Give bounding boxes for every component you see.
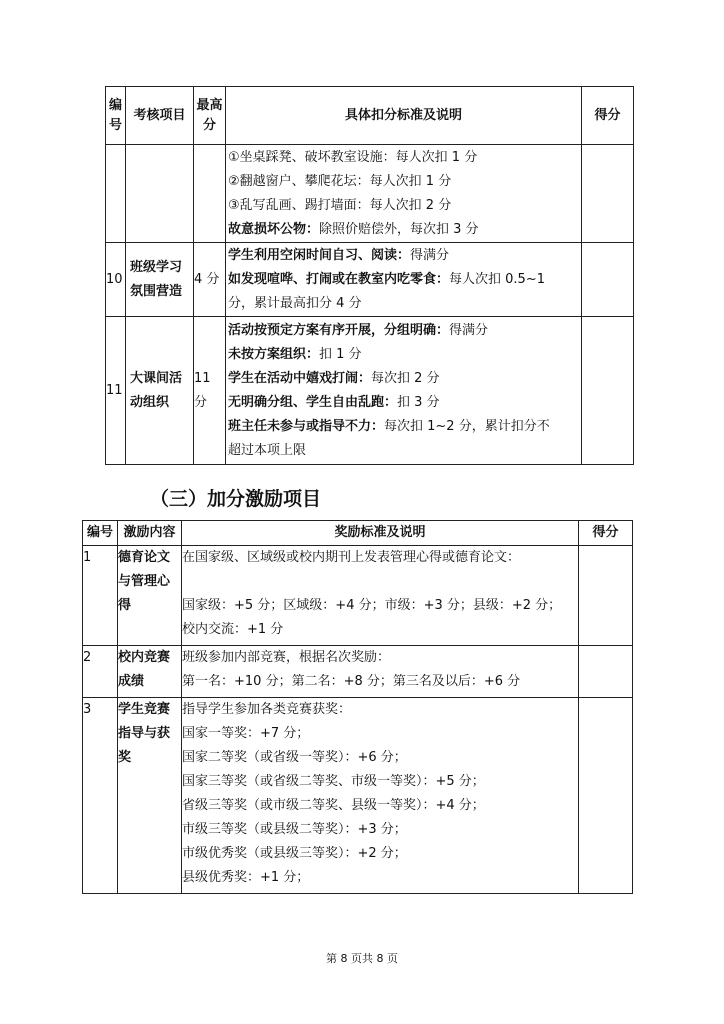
header-no: 编号: [106, 87, 126, 145]
row-item: [126, 145, 194, 243]
row-desc: ①坐桌踩凳、破坏教室设施：每人次扣 1 分 ②翻越窗户、攀爬花坛：每人次扣 1 分 ③乱写乱画、踢打墙面：每人次扣 2 分 故意损坏公物：除照价赔偿外，每次扣 3 分: [226, 145, 582, 243]
row-no: 3: [83, 698, 118, 894]
header-item: 考核项目: [126, 87, 194, 145]
row-desc: 指导学生参加各类竞赛获奖： 国家一等奖：+7 分； 国家二等奖（或省级一等奖）：+6 分； 国家三等奖（或省级二等奖、市级一等奖）：+5 分； 省级三等奖（或市级二等奖、县级一等奖）：+4 分； 市级三等奖（或县级二等奖）：+3 分； 市级优秀奖（或县级三等奖）：+2 分； 县级优秀奖：+1 分；: [182, 698, 579, 894]
row-no: [106, 145, 126, 243]
header-no: 编号: [83, 521, 118, 546]
row-score: [582, 317, 634, 465]
row-score: [579, 698, 633, 894]
row-score: [582, 145, 634, 243]
row-no: 10: [106, 243, 126, 317]
header-max: 最高分: [194, 87, 226, 145]
header-desc: 具体扣分标准及说明: [226, 87, 582, 145]
row-desc: 在国家级、区域级或校内期刊上发表管理心得或德育论文： 国家级：+5 分；区域级：+4 分；市级：+3 分；县级：+2 分； 校内交流：+1 分: [182, 546, 579, 646]
row-no: 1: [83, 546, 118, 646]
table-row: [106, 145, 634, 243]
row-max: 11 分: [194, 317, 226, 465]
row-item: 班级学习氛围营造: [126, 243, 194, 317]
row-item: 校内竞赛成绩: [118, 646, 182, 698]
table-row: [83, 546, 633, 646]
row-desc: 活动按预定方案有序开展，分组明确：得满分 未按方案组织：扣 1 分 学生在活动中嬉戏打闹：每次扣 2 分 无明确分组、学生自由乱跑：扣 3 分 班主任未参与或指导不力：每次扣 1~2 分，累计扣分不 超过本项上限: [226, 317, 582, 465]
deduction-table: [105, 86, 634, 465]
row-item: 德育论文与管理心得: [118, 546, 182, 646]
header-score: 得分: [579, 521, 633, 546]
table-row: [106, 243, 634, 317]
page-footer: 第 8 页共 8 页: [326, 952, 398, 965]
header-item: 激励内容: [118, 521, 182, 546]
row-score: [579, 546, 633, 646]
header-score: 得分: [582, 87, 634, 145]
row-no: 2: [83, 646, 118, 698]
row-max: [194, 145, 226, 243]
table-row: [83, 698, 633, 894]
row-max: 4 分: [194, 243, 226, 317]
row-desc: 学生利用空闲时间自习、阅读：得满分 如发现喧哗、打闹或在教室内吃零食：每人次扣 0.5~1 分，累计最高扣分 4 分: [226, 243, 582, 317]
section-title: （三）加分激励项目: [150, 488, 322, 510]
row-score: [582, 243, 634, 317]
row-desc: 班级参加内部竞赛，根据名次奖励： 第一名：+10 分；第二名：+8 分；第三名及以后：+6 分: [182, 646, 579, 698]
table-row: [106, 317, 634, 465]
row-item: 大课间活动组织: [126, 317, 194, 465]
incentive-table: [82, 520, 633, 894]
row-item: 学生竞赛指导与获奖: [118, 698, 182, 894]
header-desc: 奖励标准及说明: [182, 521, 579, 546]
row-score: [579, 646, 633, 698]
table-row: [83, 646, 633, 698]
row-no: 11: [106, 317, 126, 465]
